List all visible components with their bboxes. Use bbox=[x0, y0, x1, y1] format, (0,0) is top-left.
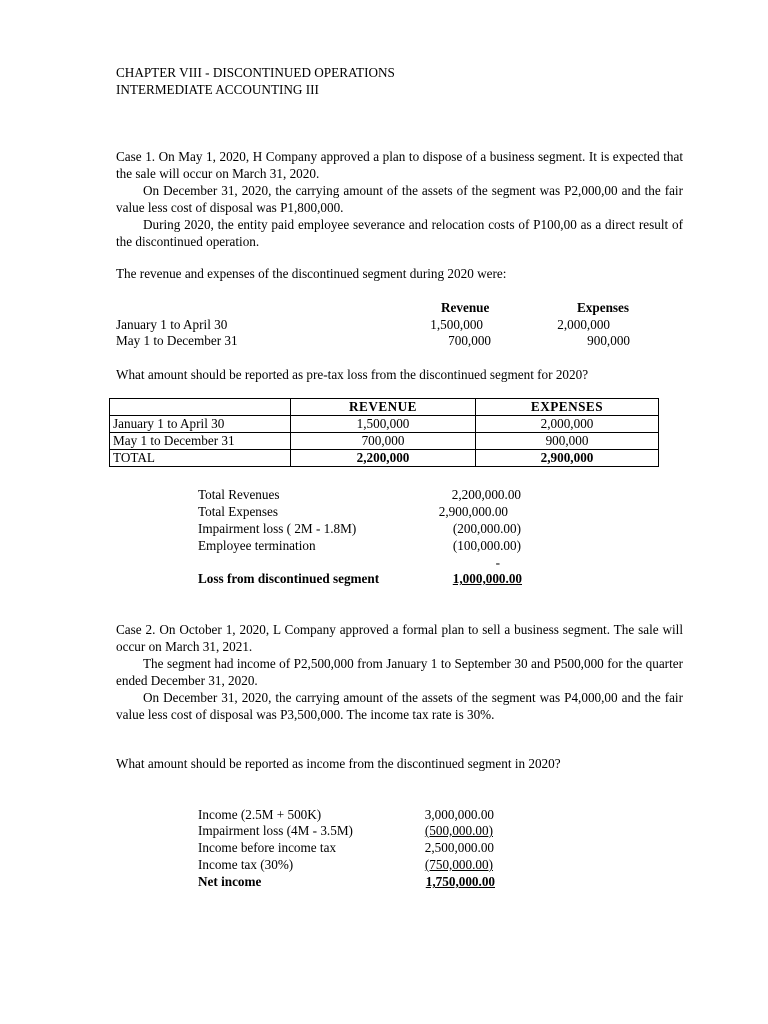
col-revenue-header: Revenue bbox=[441, 300, 490, 315]
table-cell-expenses: 2,000,000 bbox=[476, 416, 659, 433]
case1-paragraph-1: Case 1. On May 1, 2020, H Company approved a plan to dispose of a business segment. It is expected that the sale will occur on March 31, 2020. bbox=[116, 149, 683, 181]
col-expenses-header: Expenses bbox=[577, 300, 630, 315]
table-header-revenue: REVENUE bbox=[291, 399, 476, 416]
calc2-before-tax: 2,500,000.00 bbox=[424, 840, 494, 855]
table-cell-expenses: 900,000 bbox=[476, 433, 659, 450]
chapter-title: CHAPTER VIII - DISCONTINUED OPERATIONS bbox=[116, 65, 395, 80]
calc1-total-expenses-label: Total Expenses bbox=[198, 504, 279, 519]
revenue-expenses-table bbox=[109, 398, 659, 467]
calc1-loss-label: Loss from discontinued segment bbox=[198, 571, 380, 586]
calc2-net-label: Net income bbox=[198, 874, 262, 889]
case1-paragraph-3: During 2020, the entity paid employee severance and relocation costs of P100,00 as a direct result of the discontinued operation. bbox=[116, 217, 683, 249]
case2-paragraph-3: On December 31, 2020, the carrying amount of the assets of the segment was P4,000,00 and the fair value less cost of disposal was P3,500,000. The income tax rate is 30%. bbox=[116, 690, 683, 722]
table-total-revenue: 2,200,000 bbox=[291, 450, 476, 467]
table-header-row bbox=[110, 399, 659, 416]
calc2-impairment: (500,000.00) bbox=[424, 823, 493, 838]
calc1-impairment-label: Impairment loss ( 2M - 1.8M) bbox=[198, 521, 357, 536]
case2-text bbox=[116, 621, 683, 723]
table-total-expenses: 2,900,000 bbox=[476, 450, 659, 467]
calc2-income-label: Income (2.5M + 500K) bbox=[198, 807, 322, 822]
calc1-loss: 1,000,000.00 bbox=[452, 571, 522, 586]
calc2-tax-label: Income tax (30%) bbox=[198, 857, 294, 872]
case2-paragraph-1: Case 2. On October 1, 2020, L Company approved a formal plan to sell a business segment. The sale will occur on March 31, 2021. bbox=[116, 622, 683, 654]
case1-intro: The revenue and expenses of the discontinued segment during 2020 were: bbox=[116, 266, 507, 281]
table-header-blank bbox=[110, 399, 291, 416]
table-row bbox=[110, 433, 659, 450]
calc1-total-revenues: 2,200,000.00 bbox=[451, 487, 521, 502]
table-total-row bbox=[110, 450, 659, 467]
calc2-income: 3,000,000.00 bbox=[424, 807, 494, 822]
case1-question: What amount should be reported as pre-tax loss from the discontinued segment for 2020? bbox=[116, 367, 589, 382]
row1-expenses: 2,000,000 bbox=[557, 317, 610, 332]
calc2-tax: (750,000.00) bbox=[424, 857, 493, 872]
calc1-employee: (100,000.00) bbox=[452, 538, 521, 553]
case1-text bbox=[116, 148, 683, 250]
case1-paragraph-2: On December 31, 2020, the carrying amount of the assets of the segment was P2,000,00 and the fair value less cost of disposal was P1,800,000. bbox=[116, 183, 683, 215]
row2-revenue: 700,000 bbox=[448, 333, 491, 348]
calc1-dash: - bbox=[495, 555, 500, 570]
table-cell-label: January 1 to April 30 bbox=[110, 416, 291, 433]
table-cell-revenue: 700,000 bbox=[291, 433, 476, 450]
case2-paragraph-2: The segment had income of P2,500,000 from January 1 to September 30 and P500,000 for the quarter ended December 31, 2020. bbox=[116, 656, 683, 688]
table-total-label: TOTAL bbox=[110, 450, 291, 467]
calc1-total-expenses: 2,900,000.00 bbox=[438, 504, 508, 519]
row1-revenue: 1,500,000 bbox=[430, 317, 483, 332]
calc1-employee-label: Employee termination bbox=[198, 538, 316, 553]
table-cell-label: May 1 to December 31 bbox=[110, 433, 291, 450]
course-title: INTERMEDIATE ACCOUNTING III bbox=[116, 82, 319, 97]
table-row bbox=[110, 416, 659, 433]
table-cell-revenue: 1,500,000 bbox=[291, 416, 476, 433]
calc1-impairment: (200,000.00) bbox=[452, 521, 521, 536]
row2-expenses: 900,000 bbox=[587, 333, 630, 348]
row1-label: January 1 to April 30 bbox=[116, 317, 228, 332]
table-header-expenses: EXPENSES bbox=[476, 399, 659, 416]
row2-label: May 1 to December 31 bbox=[116, 333, 238, 348]
calc2-before-tax-label: Income before income tax bbox=[198, 840, 337, 855]
calc1-total-revenues-label: Total Revenues bbox=[198, 487, 280, 502]
case2-question: What amount should be reported as income from the discontinued segment in 2020? bbox=[116, 756, 561, 771]
calc2-net: 1,750,000.00 bbox=[425, 874, 495, 889]
calc2-impairment-label: Impairment loss (4M - 3.5M) bbox=[198, 823, 353, 838]
